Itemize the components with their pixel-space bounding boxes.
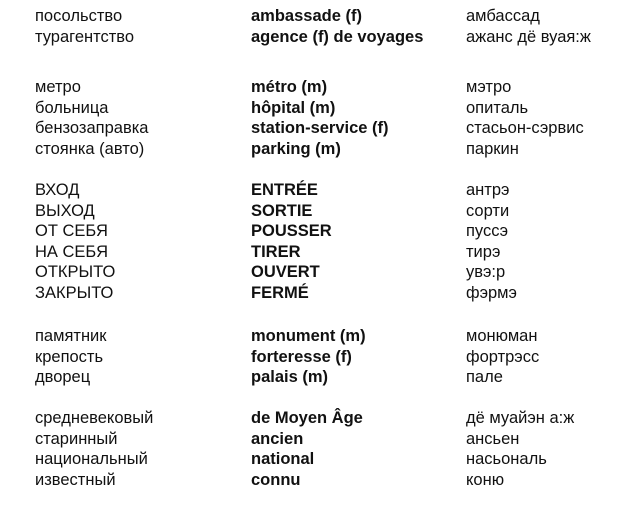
french-word: hôpital (m) <box>251 98 336 117</box>
pronunciation: тирэ <box>466 242 501 261</box>
pronunciation: антрэ <box>466 181 510 199</box>
vocab-row <box>0 221 636 242</box>
vocab-group-signs <box>0 180 636 304</box>
vocab-row <box>0 98 636 119</box>
pronunciation: насьональ <box>466 450 547 469</box>
vocab-row <box>0 77 636 98</box>
pronunciation: пуссэ <box>466 222 509 241</box>
pronunciation: монюман <box>466 327 538 345</box>
vocab-row <box>0 27 636 48</box>
pronunciation: мэтро <box>466 78 512 96</box>
vocab-row <box>0 201 636 222</box>
pronunciation: фортрэсс <box>466 347 540 366</box>
russian-word: ЗАКРЫТО <box>35 283 114 302</box>
russian-word: старинный <box>35 429 118 448</box>
russian-word: НА СЕБЯ <box>35 242 108 261</box>
vocab-group-landmarks <box>0 326 636 388</box>
vocab-row <box>0 242 636 263</box>
pronunciation: дё муайэн а:ж <box>466 409 575 427</box>
french-word: parking (m) <box>251 139 341 158</box>
russian-word: ОТКРЫТО <box>35 263 116 282</box>
french-word: FERMÉ <box>251 283 309 302</box>
vocab-row <box>0 408 636 429</box>
russian-word: посольство <box>35 7 123 25</box>
russian-word: стоянка (авто) <box>35 139 145 158</box>
french-word: national <box>251 450 315 469</box>
french-word: ENTRÉE <box>251 181 318 199</box>
vocab-group-travel-offices <box>0 6 636 47</box>
vocab-row <box>0 367 636 388</box>
vocab-row <box>0 470 636 491</box>
russian-word: турагентство <box>35 27 135 46</box>
russian-word: памятник <box>35 327 107 345</box>
pronunciation: коню <box>466 470 505 489</box>
vocab-row <box>0 449 636 470</box>
russian-word: средневековый <box>35 409 154 427</box>
vocab-row <box>0 283 636 304</box>
vocab-row <box>0 180 636 201</box>
pronunciation: паркин <box>466 139 519 158</box>
french-word: ancien <box>251 429 304 448</box>
french-word: station-service (f) <box>251 119 389 138</box>
russian-word: больница <box>35 98 109 117</box>
russian-word: ВХОД <box>35 181 80 199</box>
pronunciation: амбассад <box>466 7 540 25</box>
french-word: SORTIE <box>251 201 313 220</box>
french-word: OUVERT <box>251 263 320 282</box>
french-word: monument (m) <box>251 327 366 345</box>
vocab-row <box>0 326 636 347</box>
pronunciation: фэрмэ <box>466 283 517 302</box>
pronunciation: ажанс дё вуая:ж <box>466 27 591 46</box>
vocab-row <box>0 262 636 283</box>
russian-word: метро <box>35 78 81 96</box>
french-word: agence (f) de voyages <box>251 27 424 46</box>
french-word: POUSSER <box>251 222 332 241</box>
pronunciation: опиталь <box>466 98 529 117</box>
pronunciation: ансьен <box>466 429 520 448</box>
vocab-row <box>0 139 636 160</box>
vocab-row <box>0 429 636 450</box>
vocab-group-adjectives <box>0 408 636 490</box>
russian-word: бензозаправка <box>35 119 149 138</box>
french-word: métro (m) <box>251 78 328 96</box>
french-word: ambassade (f) <box>251 7 362 25</box>
russian-word: дворец <box>35 368 91 387</box>
vocab-row <box>0 118 636 139</box>
french-word: de Moyen Âge <box>251 409 363 427</box>
russian-word: ВЫХОД <box>35 201 95 220</box>
pronunciation: увэ:р <box>466 263 506 282</box>
russian-word: ОТ СЕБЯ <box>35 222 108 241</box>
russian-word: крепость <box>35 347 104 366</box>
pronunciation: стасьон-сэрвис <box>466 119 584 138</box>
pronunciation: сорти <box>466 201 510 220</box>
vocab-row <box>0 347 636 368</box>
french-word: palais (m) <box>251 368 329 387</box>
vocab-row <box>0 6 636 27</box>
russian-word: национальный <box>35 450 148 469</box>
french-word: connu <box>251 470 301 489</box>
french-word: TIRER <box>251 242 301 261</box>
vocab-group-city-places <box>0 77 636 159</box>
french-word: forteresse (f) <box>251 347 352 366</box>
russian-word: известный <box>35 470 116 489</box>
pronunciation: пале <box>466 368 503 387</box>
